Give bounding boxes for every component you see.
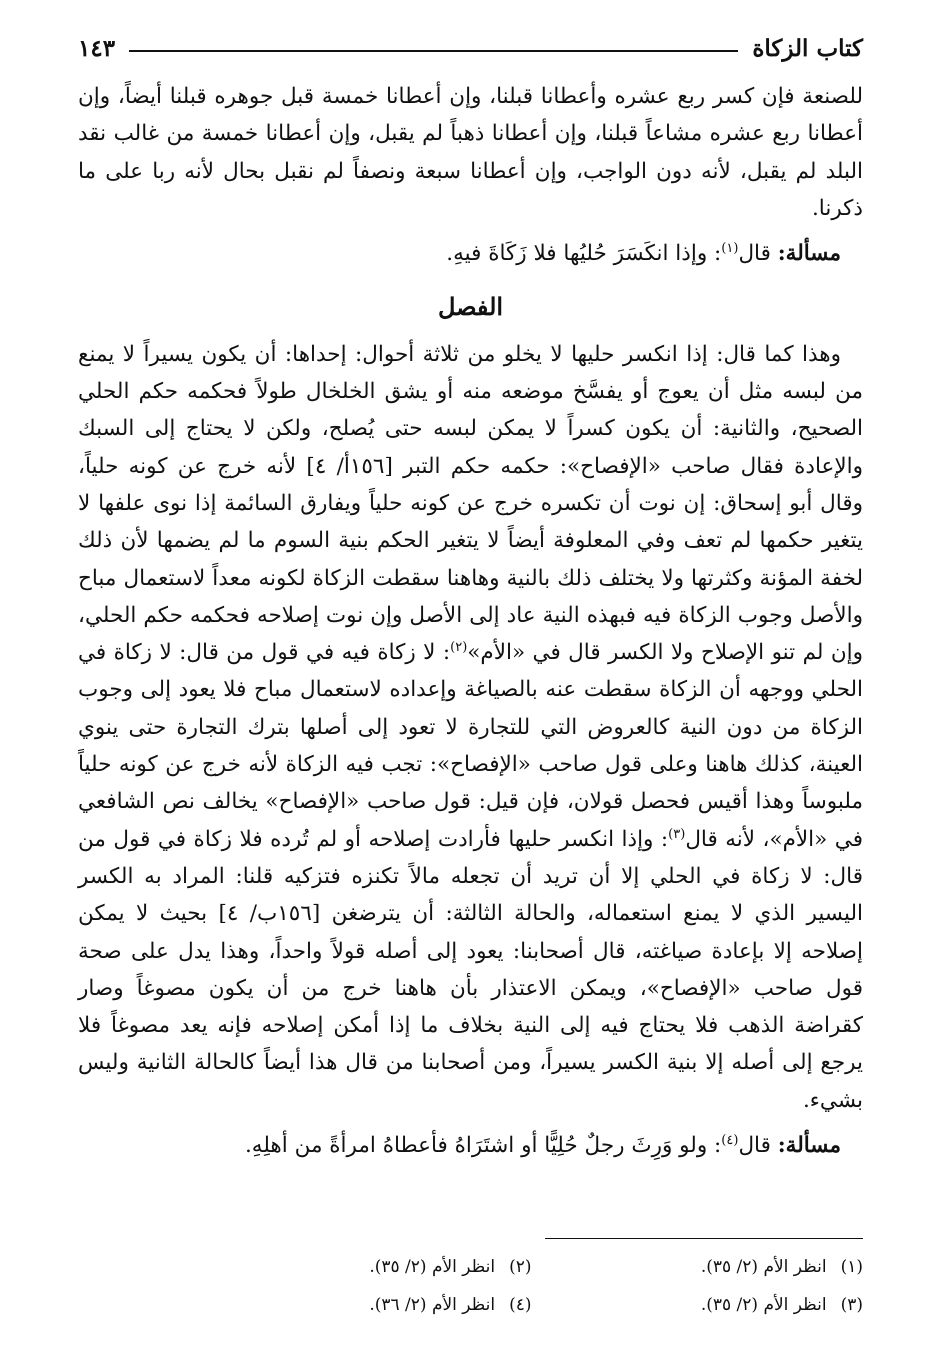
masala-1-text: : وإذا انكَسَرَ حُليُها فلا زَكَاةَ فيهِ.: [446, 241, 722, 267]
footnote-3: [532, 1290, 864, 1320]
section-heading: الفصل: [437, 292, 504, 322]
masala-1: [78, 235, 863, 272]
footnote-text: انظر الأم (٢/ ٣٦).: [369, 1295, 496, 1315]
main-text-part-2: : لا زكاة فيه في قول من قال: لا زكاة في الحلي ووجهه أن الزكاة سقطت عنه بالصياغة وإعداده لاستعمال مباح فلا يعود إلى وجوب الزكاة من دون النية كالعروض التي للتجارة لا تعود إلى أصلها بترك التجارة حتى ينوي العينة، كذلك هاهنا وعلى قول صاحب «الإفصاح»: تجب فيه الزكاة لأنه خرج عن كونه حلياً ملبوساً وهذا أقيس فحصل قولان، فإن قيل: قول صاحب «الإفصاح» يخالف نص الشافعي في «الأم»، لأنه قال: [78, 640, 864, 852]
footnote-2: [200, 1252, 532, 1282]
footnote-1: [532, 1252, 864, 1282]
footnote-text: انظر الأم (٢/ ٣٥).: [700, 1257, 827, 1277]
footnote-ref-3[interactable]: (٣): [668, 826, 686, 842]
header-rule: [129, 50, 738, 52]
main-text-part-3: : وإذا انكسر حليها فأرادت إصلاحه أو لم تُرده فلا زكاة في قول من قال: لا زكاة في الحلي إلا أن تريد أن تجعله مالاً تكنزه فتزكيه قلنا: المراد به الكسر اليسير الذي لا يمنع استعماله، والحالة الثالثة: أن يترضغن [١٥٦ب/ ٤] بحيث لا يمكن إصلاحه إلا بإعادة صياغته، قال أصحابنا: يعود إلى أصله قولاً واحداً، وهذا يدل على صحة قول صاحب «الإفصاح»، ويمكن الاعتذار بأن هاهنا خرج من أن يكون مصوغاً وصار كقراضة الذهب فلا يحتاج فيه إلى النية بخلاف ما إذا أمكن إصلاحه فإنه يعد مصوغاً فلا يرجع إلى أصله إلا بنية الكسر يسيراً، ومن أصحابنا من قال هذا أيضاً كالحالة الثانية وليس بشيء.: [78, 826, 863, 1113]
running-header: [78, 30, 863, 66]
main-text: [78, 78, 863, 1164]
footnote-separator: [545, 1238, 863, 1239]
masala-2-qala: قال: [738, 1133, 778, 1159]
page-number: ١٤٣: [78, 34, 116, 62]
masala-2-label: مسألة:: [777, 1133, 841, 1159]
footnote-text: انظر الأم (٢/ ٣٥).: [700, 1295, 827, 1315]
footnotes: [200, 1252, 863, 1320]
footnote-number: (٣): [840, 1295, 863, 1315]
footnote-text: انظر الأم (٢/ ٣٥).: [369, 1257, 496, 1277]
main-text-part-1: وهذا كما قال: إذا انكسر حليها لا يخلو من ثلاثة أحوال: إحداها: أن يكون يسيراً لا يمنع من لبسه مثل أن يعوج أو يفسَّخ موضعه منه أو يشق الخلخال طولاً فحكمه حكم الحلي الصحيح، والثانية: أن يكون كسراً لا يمكن لبسه حتى يُصلح، ولكن لا يحتاج إلى السبك والإعادة فقال صاحب «الإفصاح»: حكمه حكم التبر [١٥٦أ/ ٤] لأنه خرج عن كونه حلياً، وقال أبو إسحاق: إن نوت أن تكسره خرج عن كونه حلياً ويفارق السائمة إذا نوى علفها لا يتغير حكمها لم تعف وفي المعلوفة أيضاً لا يتغير الحكم بنية السوم ما لم يضمها لأن ذلك لخفة المؤنة وكثرتها ولا يختلف ذلك بالنية وهاهنا سقطت الزكاة لكونه معداً لاستعمال مباح والأصل وجوب الزكاة فيه فبهذه النية عاد إلى الأصل وإن نوت إصلاحه فحكمه حكم الحلي، وإن لم تنو الإصلاح ولا الكسر قال في «الأم»: [78, 341, 864, 666]
footnote-number: (١): [840, 1257, 863, 1277]
main-paragraph: [78, 336, 863, 1119]
footnote-ref-1[interactable]: (١): [721, 241, 739, 257]
intro-paragraph: للصنعة فإن كسر ربع عشره وأعطانا قبلنا، وإن أعطانا خمسة قبل جوهره قبلنا أيضاً، وإن أعطانا ربع عشره مشاعاً قبلنا، وإن أعطانا ذهباً لم يقبل، وإن أعطانا خمسة من غالب نقد البلد لم يقبل، لأنه دون الواجب، وإن أعطانا سبعة ونصفاً لم نقبل بحال لأنه ربا على ما ذكرنا.: [78, 84, 863, 221]
masala-1-label: مسألة:: [777, 241, 841, 267]
masala-2-text: : ولو وَرِثَ رجلٌ حُلِيًّا أو اشتَرَاهُ فأعطاهُ امرأةً من أهلِهِ.: [244, 1133, 722, 1159]
footnote-number: (٢): [509, 1257, 532, 1277]
footnote-ref-2[interactable]: (٢): [450, 640, 468, 655]
masala-1-qala: قال: [738, 241, 778, 267]
footnote-4: [200, 1290, 532, 1320]
footnote-number: (٤): [509, 1295, 532, 1315]
masala-2: [78, 1127, 863, 1164]
footnote-ref-4[interactable]: (٤): [721, 1132, 739, 1148]
chapter-title: كتاب الزكاة: [752, 34, 863, 62]
